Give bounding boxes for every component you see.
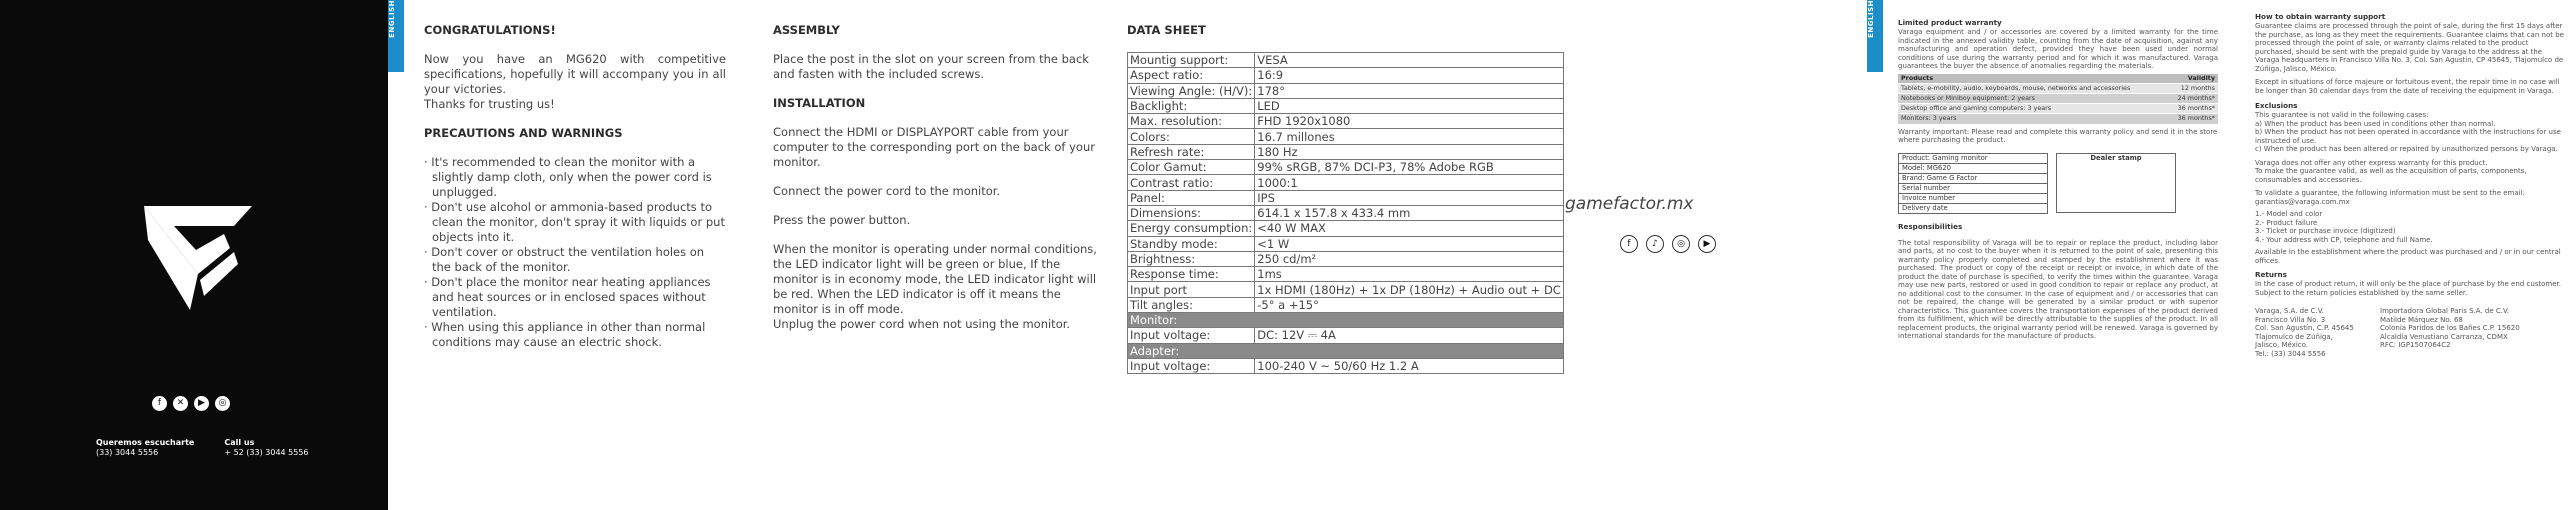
facebook-icon[interactable]: f bbox=[1620, 235, 1638, 253]
warning-item: · Don't cover or obstruct the ventilation holes on the back of the monitor. bbox=[424, 245, 705, 274]
spec-label: Input port bbox=[1128, 282, 1255, 297]
validity-value: 24 months* bbox=[2166, 93, 2218, 103]
how-title: How to obtain warranty support bbox=[2255, 12, 2386, 21]
social-links-center bbox=[1620, 235, 1716, 253]
datasheet-row bbox=[1128, 205, 1564, 220]
validity-product: Tablets, e-mobility, audio, keyboards, mouse, networks and accessories bbox=[1898, 83, 2166, 93]
language-tab-2 bbox=[1867, 0, 1883, 72]
spec-label: Color Gamut: bbox=[1128, 160, 1255, 175]
warning-item: · When using this appliance in other than normal conditions may cause an electric shock. bbox=[424, 320, 706, 349]
spec-label: Brightness: bbox=[1128, 251, 1255, 266]
call-label: Call us bbox=[224, 438, 255, 447]
validity-value: 36 months* bbox=[2166, 104, 2218, 114]
validity-head-products: Products bbox=[1898, 74, 2166, 84]
validate-list: 1.- Model and color 2.- Product failure 3.- Ticket or purchase invoice (digitized) 4.- Your address with CP, telephone and full Name. bbox=[2255, 210, 2433, 244]
assembly-column bbox=[773, 23, 1098, 332]
exclusions-title: Exclusions bbox=[2255, 101, 2298, 110]
warranty-support-column bbox=[2255, 12, 2565, 358]
datasheet-row bbox=[1128, 358, 1564, 373]
install-step: When the monitor is operating under normal conditions, the LED indicator light will be green or blue, If the monitor is in economy mode, the LED indicator light will be red. When the LED indicator is off it means the monitor is in off mode. bbox=[773, 242, 1097, 316]
datasheet-section-label: Monitor: bbox=[1128, 313, 1564, 328]
congrats-intro: Now you have an MG620 with competitive specifications, hopefully it will accompany you in all your victories. bbox=[424, 52, 726, 96]
form-field[interactable]: Model: MG620 bbox=[1899, 163, 2048, 173]
spec-label: Refresh rate: bbox=[1128, 144, 1255, 159]
spec-label: Panel: bbox=[1128, 190, 1255, 205]
spec-label: Contrast ratio: bbox=[1128, 175, 1255, 190]
datasheet-section-row bbox=[1128, 343, 1564, 358]
brand-website[interactable]: gamefactor.mx bbox=[1565, 194, 1694, 214]
warnings-title: PRECAUTIONS AND WARNINGS bbox=[424, 126, 623, 140]
datasheet-column bbox=[1127, 23, 1561, 374]
validity-value: 36 months* bbox=[2166, 114, 2218, 124]
spec-value: -5° a +15° bbox=[1255, 297, 1564, 312]
datasheet-row bbox=[1128, 114, 1564, 129]
returns-title: Returns bbox=[2255, 270, 2287, 279]
how-text-2: Except in situations of force majeure or fortuitous event, the repair time in no case will be longer than 30 calendar days from the date of receiving the equipment in Varaga. bbox=[2255, 78, 2560, 95]
game-factor-logo-icon bbox=[138, 200, 258, 320]
instagram-icon[interactable]: ◎ bbox=[1672, 235, 1690, 253]
facebook-icon[interactable]: f bbox=[152, 396, 167, 411]
datasheet-section-label: Adapter: bbox=[1128, 343, 1564, 358]
spec-value: FHD 1920x1080 bbox=[1255, 114, 1564, 129]
spec-label: Aspect ratio: bbox=[1128, 68, 1255, 83]
spec-label: Max. resolution: bbox=[1128, 114, 1255, 129]
warranty-form bbox=[1898, 153, 2218, 214]
warranty-intro: Varaga equipment and / or accessories are covered by a limited warranty for the time indicated in the annexed validity table, counting from the date of acquisition, against any manufacturing and operation defect, provided they have been used under normal conditions of use during the warranty period and for which it was manufactured. Varaga guarantees the buyer the absence of anomalies regarding the materials. bbox=[1898, 28, 2218, 70]
spec-value: 1000:1 bbox=[1255, 175, 1564, 190]
datasheet-row bbox=[1128, 68, 1564, 83]
instagram-icon[interactable]: ◎ bbox=[215, 396, 230, 411]
spec-value: 1x HDMI (180Hz) + 1x DP (180Hz) + Audio out + DC bbox=[1255, 282, 1564, 297]
validate-text-2: Available in the establishment where the product was purchased and / or in our central offices. bbox=[2255, 248, 2561, 265]
datasheet-row bbox=[1128, 221, 1564, 236]
responsibilities-text: The total responsibility of Varaga will be to repair or replace the product, including labor and parts, at no cost to the buyer when it is returned to the point of sale, presenting this warranty policy properly completed and stamped by the establishment where it was purchased. The product or copy of the receipt or receipt or invoice, in which date of the product the date of purchase is specified, to verify the times within the guarantee. Varaga may use new parts, restored or used in good condition to repair or replace any product, at no additional cost to the consumer. In the case of equipment and / or accessories that can not be repaired, the change will be generated by a similar product or with superior characteristics. This guarantee covers the transportation expenses of the product derived from its fulfillment, which will be directly attributable to the supplies of the product. In all replacement products, the original warranty period will be renewed. Varaga is governed by international standards for the manufacture of products. bbox=[1898, 238, 2218, 341]
spec-value: <40 W MAX bbox=[1255, 221, 1564, 236]
spec-value: 250 cd/m² bbox=[1255, 251, 1564, 266]
spec-value: 16.7 millones bbox=[1255, 129, 1564, 144]
spec-label: Input voltage: bbox=[1128, 358, 1255, 373]
validate-text: To validate a guarantee, the following information must be sent to the email: garantias@varaga.com.mx bbox=[2255, 189, 2525, 206]
form-field[interactable]: Delivery date bbox=[1899, 203, 2048, 213]
spec-value: 99% sRGB, 87% DCI-P3, 78% Adobe RGB bbox=[1255, 160, 1564, 175]
spec-label: Tilt angles: bbox=[1128, 297, 1255, 312]
datasheet-row bbox=[1128, 251, 1564, 266]
datasheet-table bbox=[1127, 52, 1564, 374]
call-number: + 52 (33) 3044 5556 bbox=[224, 448, 309, 457]
assembly-text: Place the post in the slot on your screen from the back and fasten with the included screws. bbox=[773, 52, 1089, 81]
spec-label: Input voltage: bbox=[1128, 328, 1255, 343]
language-tab bbox=[388, 0, 404, 72]
validity-head-validity: Validity bbox=[2166, 74, 2218, 84]
installation-title: INSTALLATION bbox=[773, 96, 866, 110]
spec-value: 180 Hz bbox=[1255, 144, 1564, 159]
spec-label: Colors: bbox=[1128, 129, 1255, 144]
spec-label: Energy consumption: bbox=[1128, 221, 1255, 236]
contact-phone bbox=[96, 438, 194, 458]
responsibilities-title: Responsibilities bbox=[1898, 221, 1963, 231]
spec-value: DC: 12V ⎓ 4A bbox=[1255, 328, 1564, 343]
spec-value: 614.1 x 157.8 x 433.4 mm bbox=[1255, 205, 1564, 220]
congratulations-column bbox=[424, 23, 726, 350]
datasheet-row bbox=[1128, 53, 1564, 68]
datasheet-row bbox=[1128, 98, 1564, 113]
spec-value: 100-240 V ~ 50/60 Hz 1.2 A bbox=[1255, 358, 1564, 373]
dealer-stamp-label: Dealer stamp bbox=[2057, 153, 2176, 212]
warranty-column bbox=[1898, 18, 2218, 341]
datasheet-row bbox=[1128, 236, 1564, 251]
spec-label: Standby mode: bbox=[1128, 236, 1255, 251]
spec-label: Viewing Angle: (H/V): bbox=[1128, 83, 1255, 98]
exclusions-text: This guarantee is not valid in the following cases: a) When the product has been used in conditions other than normal. b) When the product has not been operated in accordance with the instructions for use instructed of use. c) When the product has been altered or repaired by unauthorized persons by Varaga. bbox=[2255, 111, 2561, 153]
warning-item: · It's recommended to clean the monitor with a slightly damp cloth, only when the power cord is unplugged. bbox=[424, 155, 712, 199]
language-label-2: ENGLISH bbox=[1867, 0, 1875, 38]
install-step: Press the power button. bbox=[773, 213, 911, 227]
validity-product: Desktop office and gaming computers: 3 years bbox=[1898, 104, 2166, 114]
form-field[interactable]: Serial number bbox=[1899, 183, 2048, 193]
validity-value: 12 months bbox=[2166, 83, 2218, 93]
spec-label: Mountig support: bbox=[1128, 53, 1255, 68]
datasheet-row bbox=[1128, 83, 1564, 98]
spec-value: 178° bbox=[1255, 83, 1564, 98]
install-step: Connect the power cord to the monitor. bbox=[773, 184, 1001, 198]
exclusions-text-2: Varaga does not offer any other express warranty for this product. To make the guarantee valid, as well as the acquisition of parts, components, consumables and accessories. bbox=[2255, 158, 2527, 184]
address-importadora: Importadora Global Paris S.A. de C.V. Matilde Márquez No. 68 Colonia Paridos de los Bañes C.P. 15620 Alcaldía Venustiano Carranza, CDMX RFC: IGP1507064C2 bbox=[2380, 307, 2520, 349]
datasheet-row bbox=[1128, 144, 1564, 159]
phone-number: (33) 3044 5556 bbox=[96, 448, 159, 457]
warnings-list bbox=[424, 155, 726, 350]
addresses bbox=[2255, 307, 2565, 358]
validity-product: Monitors: 3 years bbox=[1898, 114, 2166, 124]
warranty-title: Limited product warranty bbox=[1898, 18, 2002, 27]
form-field[interactable]: Brand: Game G Factor bbox=[1899, 173, 2048, 183]
datasheet-title: DATA SHEET bbox=[1127, 23, 1206, 37]
dealer-stamp-box bbox=[2056, 153, 2176, 213]
install-step: Unplug the power cord when not using the monitor. bbox=[773, 317, 1071, 331]
how-text: Guarantee claims are processed through the point of sale, during the first 15 days after the purchase, as long as they meet the requirements. Guarantee claims that can not be processed through the point of sale, or warranty claims related to the product purchased, should be sent with the prepaid guide by Varaga to the address at the Varaga headquarters in Francisco Villa No. 3, Col. San Agustín, CP 45645, Tlajomulco de Zúñiga, Jalisco, México. bbox=[2255, 22, 2564, 73]
contact-call bbox=[224, 438, 308, 458]
address-varaga: Varaga, S.A. de C.V. Francisco Villa No. 3 Col. San Agustín, C.P. 45645 Tlajomulco de Zúñiga, Jalisco, México. Tel.: (33) 3044 5556 bbox=[2255, 307, 2354, 358]
datasheet-row bbox=[1128, 160, 1564, 175]
datasheet-row bbox=[1128, 190, 1564, 205]
contact-block bbox=[96, 438, 309, 458]
product-form bbox=[1898, 153, 2048, 214]
warning-item: · Don't place the monitor near heating appliances and heat sources or in enclosed spaces without ventilation. bbox=[424, 275, 711, 319]
datasheet-row bbox=[1128, 282, 1564, 297]
assembly-title: ASSEMBLY bbox=[773, 23, 840, 37]
spec-value: LED bbox=[1255, 98, 1564, 113]
congrats-thanks: Thanks for trusting us! bbox=[424, 97, 555, 111]
datasheet-section-row bbox=[1128, 313, 1564, 328]
validity-table bbox=[1898, 74, 2218, 125]
phone-label: Queremos escucharte bbox=[96, 438, 195, 447]
language-label: ENGLISH bbox=[388, 0, 396, 38]
warning-item: · Don't use alcohol or ammonia-based products to clean the monitor, don't spray it with liquids or put objects into it. bbox=[424, 200, 725, 244]
spec-label: Response time: bbox=[1128, 267, 1255, 282]
install-step: Connect the HDMI or DISPLAYPORT cable from your computer to the corresponding port on the back of your monitor. bbox=[773, 125, 1095, 169]
datasheet-row bbox=[1128, 129, 1564, 144]
spec-value: 1ms bbox=[1255, 267, 1564, 282]
spec-value: <1 W bbox=[1255, 236, 1564, 251]
spec-label: Dimensions: bbox=[1128, 205, 1255, 220]
datasheet-row bbox=[1128, 175, 1564, 190]
datasheet-row bbox=[1128, 328, 1564, 343]
spec-label: Backlight: bbox=[1128, 98, 1255, 113]
datasheet-row bbox=[1128, 267, 1564, 282]
form-field[interactable]: Invoice number bbox=[1899, 193, 2048, 203]
tiktok-icon[interactable]: ♪ bbox=[1646, 235, 1664, 253]
validity-product: Notebooks or Miniboy equipment: 2 years bbox=[1898, 93, 2166, 103]
youtube-icon[interactable]: ▶ bbox=[1698, 235, 1716, 253]
x-icon[interactable]: ✕ bbox=[173, 396, 188, 411]
datasheet-row bbox=[1128, 297, 1564, 312]
returns-text: In the case of product return, it will only be the place of purchase by the end customer. Subject to the return policies established by the same seller. bbox=[2255, 280, 2562, 297]
spec-value: VESA bbox=[1255, 53, 1564, 68]
congrats-title: CONGRATULATIONS! bbox=[424, 23, 556, 37]
spec-value: IPS bbox=[1255, 190, 1564, 205]
social-links bbox=[152, 396, 230, 411]
warranty-important: Warranty important: Please read and complete this warranty policy and send it in the store where purchasing the product. bbox=[1898, 127, 2218, 145]
form-field[interactable]: Product: Gaming monitor bbox=[1899, 153, 2048, 163]
youtube-icon[interactable]: ▶ bbox=[194, 396, 209, 411]
spec-value: 16:9 bbox=[1255, 68, 1564, 83]
